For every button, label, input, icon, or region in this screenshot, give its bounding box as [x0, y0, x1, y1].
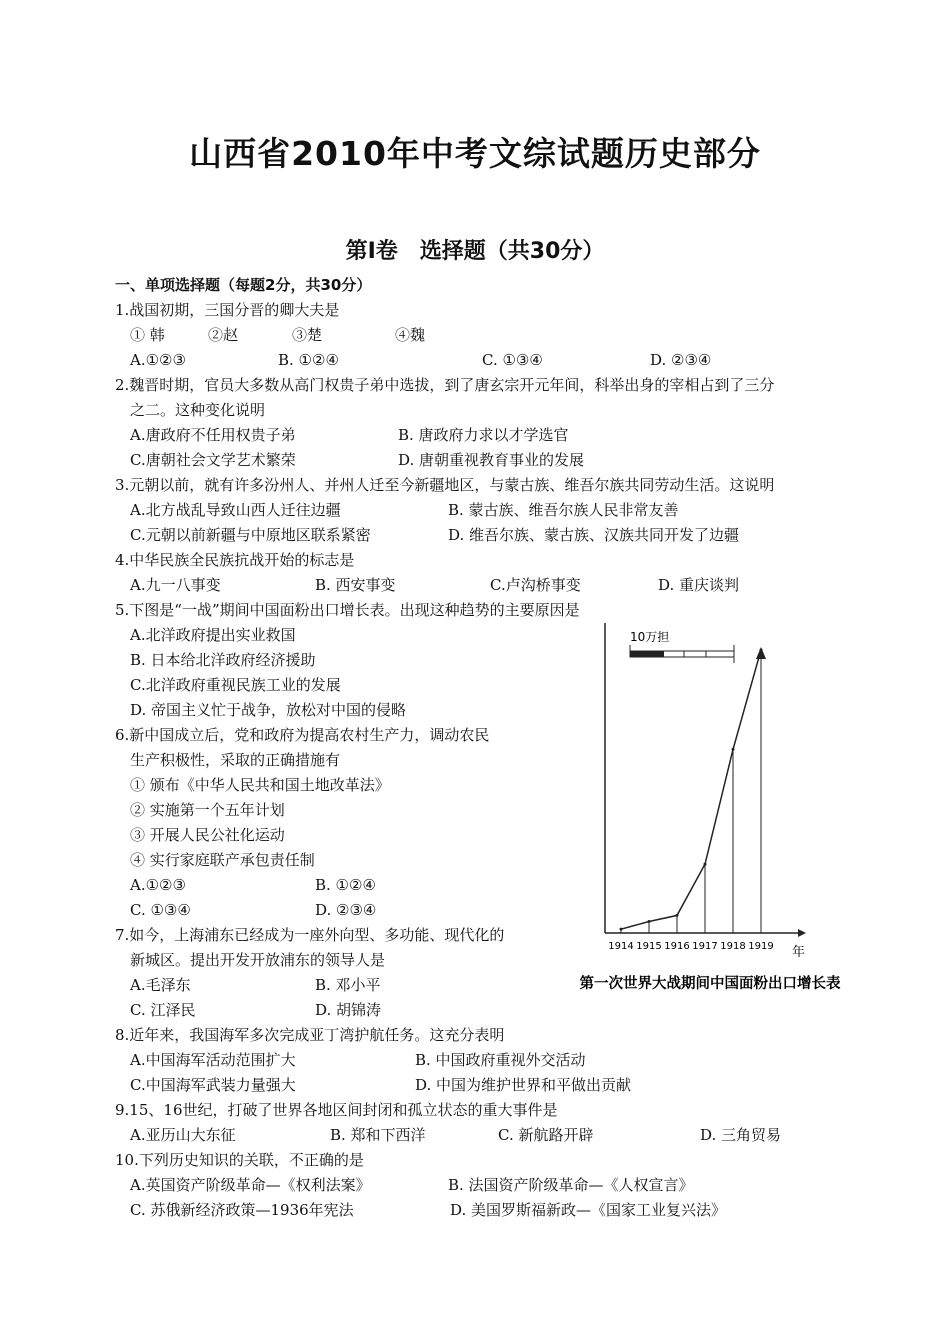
q6-option-c: C. ①③④ — [130, 901, 191, 919]
chart-scale-bar-fill — [630, 651, 664, 657]
q9-option-d: D. 三角贸易 — [700, 1126, 782, 1144]
q10-option-c: C. 苏俄新经济政策—1936年宪法 — [130, 1201, 354, 1219]
question-2-stem: 2.魏晋时期，官员大多数从高门权贵子弟中选拔，到了唐玄宗开元年间，科举出身的宰相占到了三分 — [115, 376, 775, 394]
q3-option-d: D. 维吾尔族、蒙古族、汉族共同开发了边疆 — [448, 526, 740, 544]
q5-option-d: D. 帝国主义忙于战争，放松对中国的侵略 — [130, 701, 407, 719]
section-heading: 第Ⅰ卷 选择题（共30分） — [345, 239, 605, 264]
q8-option-b: B. 中国政府重视外交活动 — [415, 1051, 586, 1069]
q8-option-d: D. 中国为维护世界和平做出贡献 — [415, 1076, 632, 1094]
chart-x-tick-label: 1917 — [692, 941, 718, 952]
q7-option-a: A.毛泽东 — [130, 976, 191, 994]
q1-option-a: A.①②③ — [130, 351, 186, 369]
q10-option-b: B. 法国资产阶级革命—《人权宣言》 — [448, 1176, 694, 1194]
q1-option-b: B. ①②④ — [278, 351, 339, 369]
q2-option-b: B. 唐政府力求以才学选官 — [398, 426, 569, 444]
flour-export-chart — [550, 615, 870, 1000]
q5-option-c: C.北洋政府重视民族工业的发展 — [130, 676, 341, 694]
q4-option-b: B. 西安事变 — [315, 576, 396, 594]
q4-option-c: C.卢沟桥事变 — [490, 576, 581, 594]
q3-option-a: A.北方战乱导致山西人迁往边疆 — [130, 501, 341, 519]
q1-item-3: ③楚 — [292, 326, 323, 344]
q1-item-4: ④魏 — [395, 326, 426, 344]
chart-x-axis-arrow — [798, 929, 806, 937]
question-7-stem: 7.如今，上海浦东已经成为一座外向型、多功能、现代化的 — [115, 926, 505, 944]
q9-option-c: C. 新航路开辟 — [498, 1126, 594, 1144]
chart-x-tick-label: 1915 — [636, 941, 662, 952]
chart-series-line — [621, 650, 761, 929]
q7-option-d: D. 胡锦涛 — [315, 1001, 382, 1019]
question-6-stem: 6.新中国成立后，党和政府为提高农村生产力，调动农民 — [115, 726, 490, 744]
q8-option-c: C.中国海军武装力量强大 — [130, 1076, 296, 1094]
q9-option-a: A.亚历山大东征 — [130, 1126, 236, 1144]
chart-data-point — [760, 648, 763, 651]
q2-option-d: D. 唐朝重视教育事业的发展 — [398, 451, 585, 469]
chart-data-point — [648, 920, 651, 923]
chart-x-tick-label: 1918 — [720, 941, 746, 952]
q3-option-b: B. 蒙古族、维吾尔族人民非常友善 — [448, 501, 679, 519]
question-10-stem: 10.下列历史知识的关联，不正确的是 — [115, 1151, 364, 1169]
q4-option-a: A.九一八事变 — [130, 576, 221, 594]
q5-option-b: B. 日本给北洋政府经济援助 — [130, 651, 316, 669]
q10-option-a: A.英国资产阶级革命—《权利法案》 — [130, 1176, 371, 1194]
chart-x-axis-label: 年 — [792, 945, 806, 960]
q6-option-b: B. ①②④ — [315, 876, 376, 894]
question-8-stem: 8.近年来，我国海军多次完成亚丁湾护航任务。这充分表明 — [115, 1026, 505, 1044]
q6-item-2: ② 实施第一个五年计划 — [130, 801, 285, 819]
q3-option-c: C.元朝以前新疆与中原地区联系紧密 — [130, 526, 371, 544]
question-section-header: 一、单项选择题（每题2分，共30分） — [115, 276, 372, 294]
q6-item-3: ③ 开展人民公社化运动 — [130, 826, 285, 844]
q6-option-a: A.①②③ — [130, 876, 186, 894]
question-9-stem: 9.15、16世纪，打破了世界各地区间封闭和孤立状态的重大事件是 — [115, 1101, 558, 1119]
question-4-stem: 4.中华民族全民族抗战开始的标志是 — [115, 551, 355, 569]
chart-x-tick-label: 1914 — [608, 941, 634, 952]
q7-option-c: C. 江泽民 — [130, 1001, 196, 1019]
q9-option-b: B. 郑和下西洋 — [330, 1126, 426, 1144]
page-title: 山西省2010年中考文综试题历史部分 — [189, 134, 761, 173]
q1-item-1: ① 韩 — [130, 326, 165, 344]
question-6-stem-cont: 生产积极性，采取的正确措施有 — [130, 751, 341, 769]
q6-item-1: ① 颁布《中华人民共和国土地改革法》 — [130, 776, 390, 794]
chart-data-point — [704, 863, 707, 866]
question-5-stem: 5.下图是“一战”期间中国面粉出口增长表。出现这种趋势的主要原因是 — [115, 601, 580, 619]
q1-option-c: C. ①③④ — [482, 351, 543, 369]
chart-data-point — [676, 914, 679, 917]
q4-option-d: D. 重庆谈判 — [658, 576, 740, 594]
question-1-stem: 1.战国初期，三国分晋的卿大夫是 — [115, 301, 340, 319]
q6-item-4: ④ 实行家庭联产承包责任制 — [130, 851, 315, 869]
chart-x-tick-label: 1919 — [748, 941, 774, 952]
chart-scale-label: 10万担 — [630, 630, 670, 644]
q1-item-2: ②赵 — [208, 326, 239, 344]
chart-data-point — [732, 748, 735, 751]
q2-option-c: C.唐朝社会文学艺术繁荣 — [130, 451, 296, 469]
q8-option-a: A.中国海军活动范围扩大 — [130, 1051, 296, 1069]
question-7-stem-cont: 新城区。提出开发开放浦东的领导人是 — [130, 951, 386, 969]
q2-option-a: A.唐政府不任用权贵子弟 — [130, 426, 296, 444]
chart-x-tick-label: 1916 — [664, 941, 690, 952]
chart-title: 第一次世界大战期间中国面粉出口增长表 — [579, 976, 841, 992]
q10-option-d: D. 美国罗斯福新政—《国家工业复兴法》 — [450, 1201, 727, 1219]
q5-option-a: A.北洋政府提出实业救国 — [130, 626, 296, 644]
q7-option-b: B. 邓小平 — [315, 976, 381, 994]
q6-option-d: D. ②③④ — [315, 901, 377, 919]
q1-option-d: D. ②③④ — [650, 351, 712, 369]
question-3-stem: 3.元朝以前，就有许多汾州人、并州人迁至今新疆地区，与蒙古族、维吾尔族共同劳动生活。这说明 — [115, 476, 775, 494]
question-2-stem-cont: 之二。这种变化说明 — [130, 401, 266, 419]
chart-data-point — [620, 928, 623, 931]
